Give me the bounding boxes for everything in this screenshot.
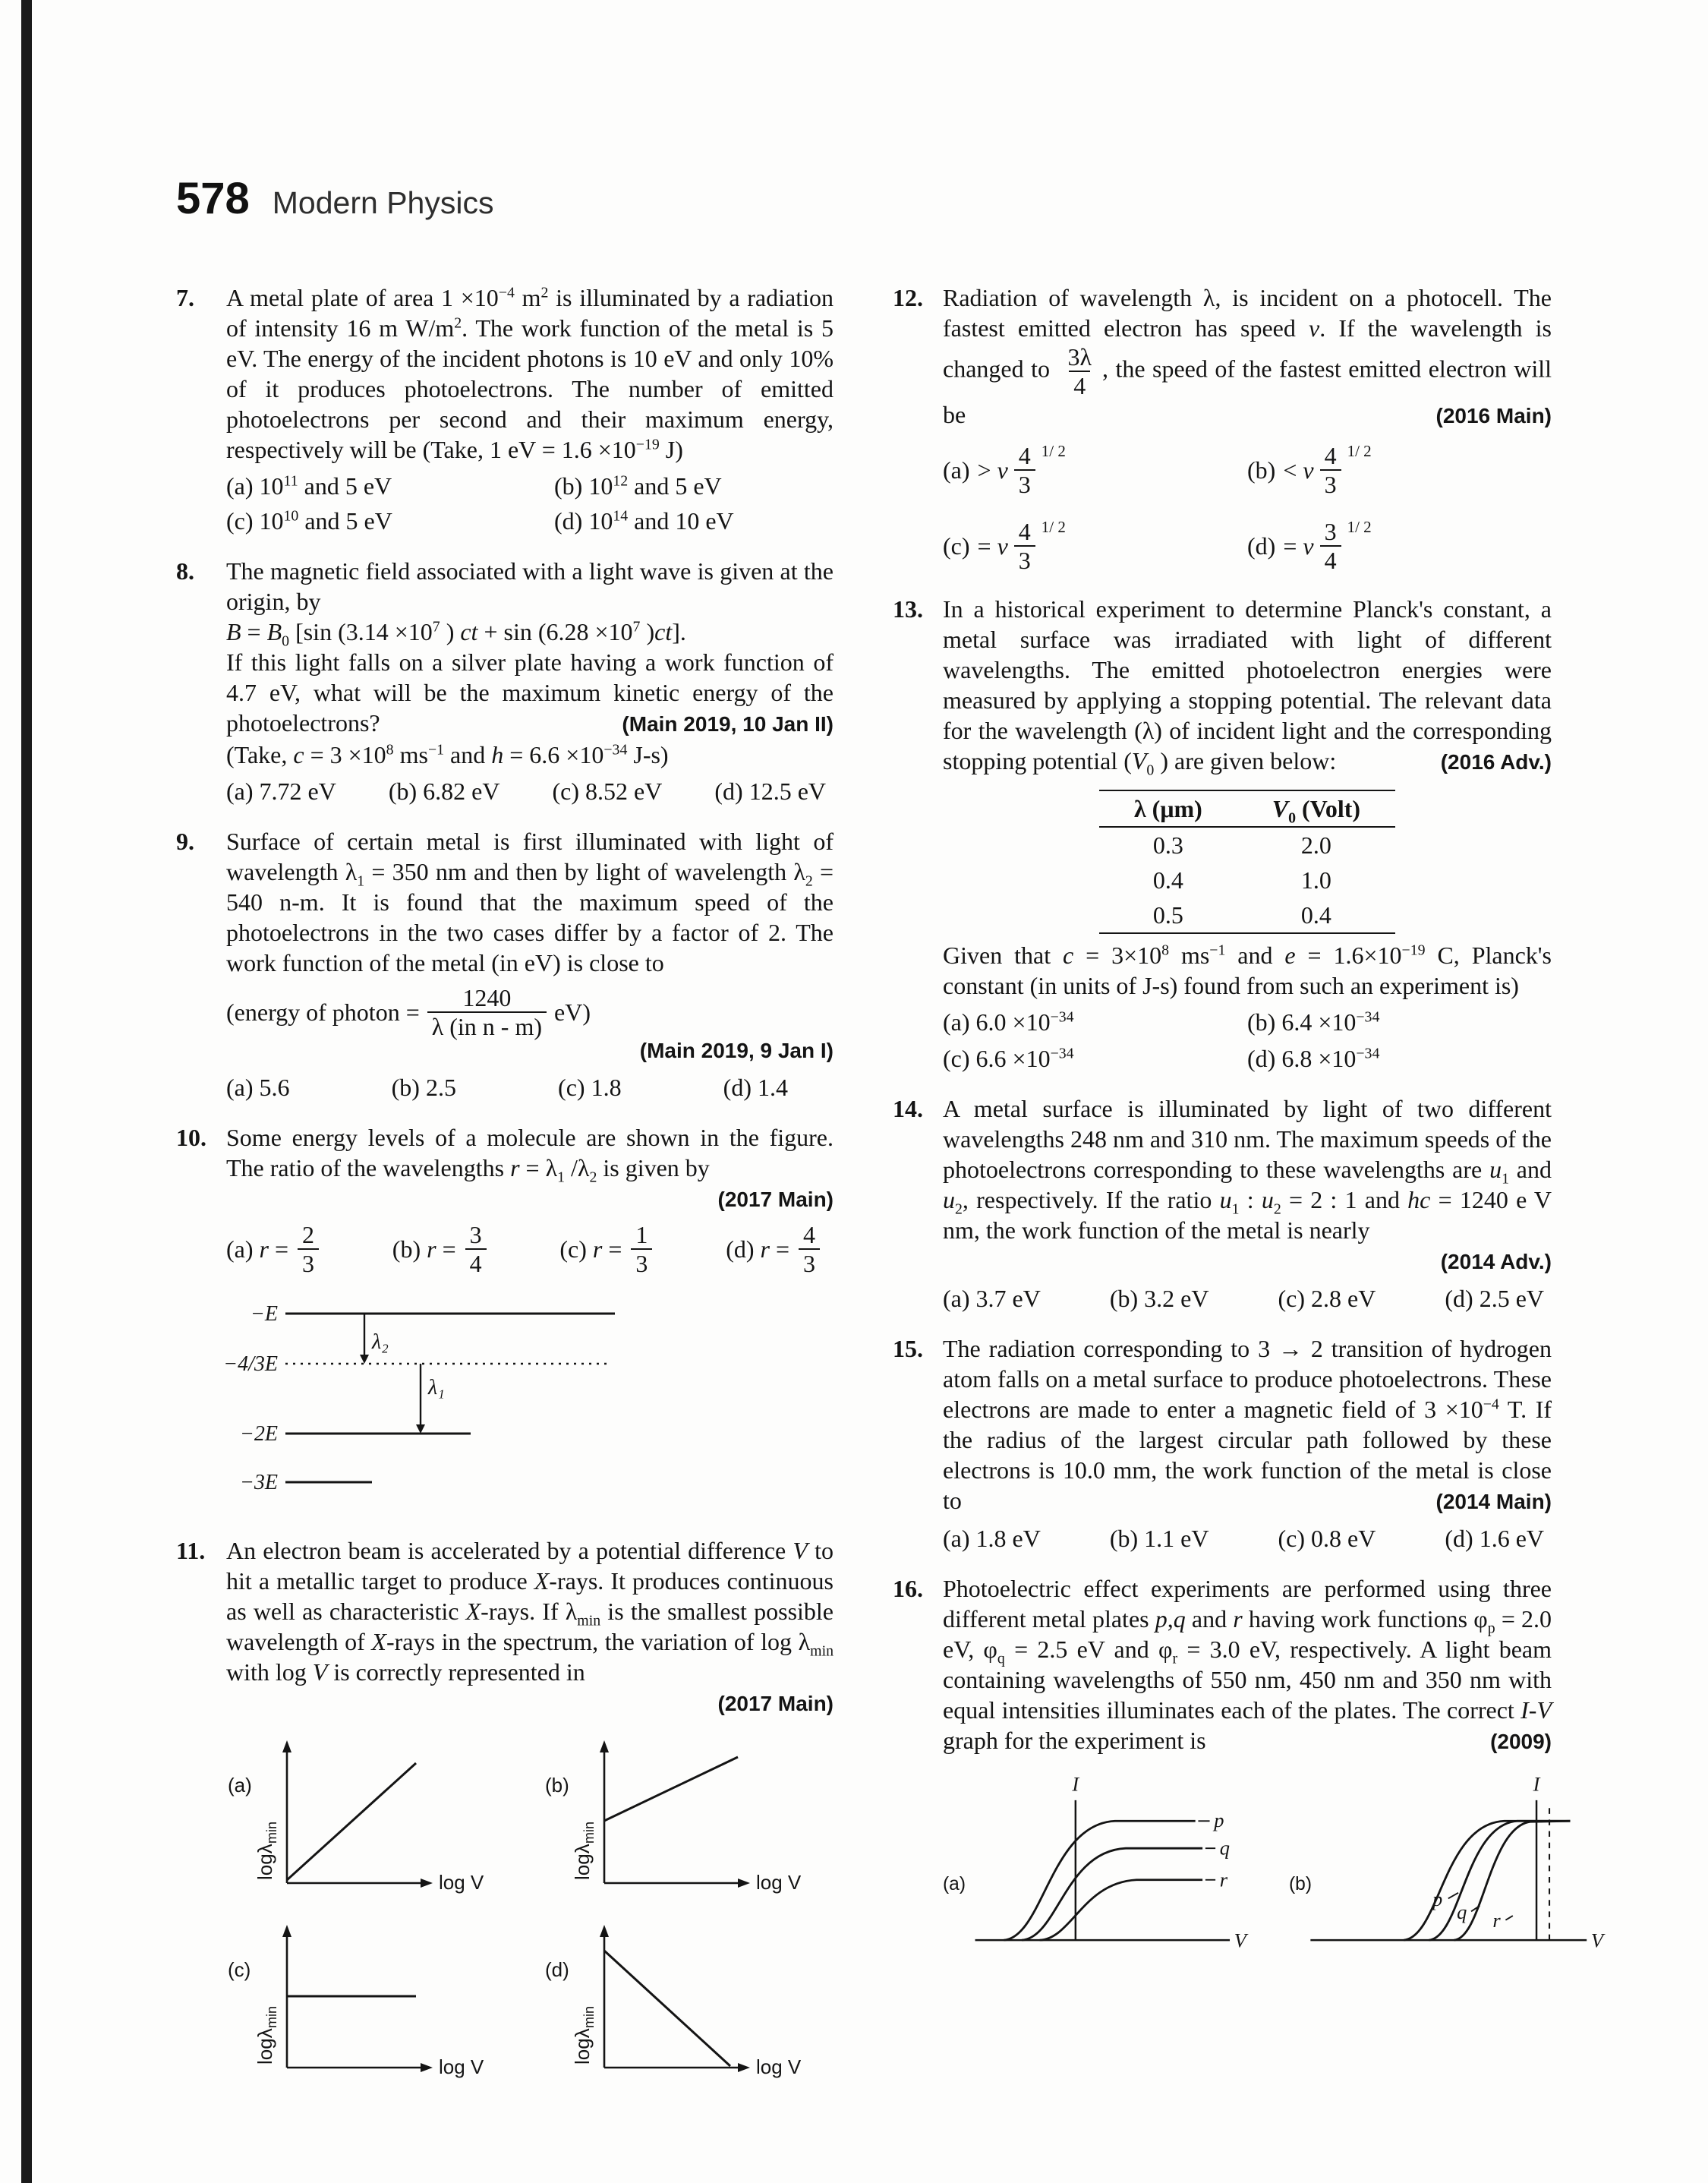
question-text: If this light falls on a silver plate having a work function of 4.7 eV, what will be the maximum kinetic energy of the photoelectrons? (226, 648, 834, 737)
option-d: (d) 1.4 (723, 1074, 788, 1101)
fraction-denominator: 3 (1320, 469, 1341, 498)
option-label: (a) (943, 456, 970, 484)
option-b: (b) 6.82 eV (388, 778, 500, 805)
options-grid (943, 1007, 1552, 1074)
fraction-denominator: 4 (465, 1248, 487, 1277)
question-text: Some energy levels of a molecule are shown in the figure. The ratio of the wavelengths $r = \lambda_1$ $/\lambda_2$ is given by (226, 1124, 834, 1186)
fraction-numerator: 1 (635, 1221, 648, 1248)
curve-label-q: q (1457, 1900, 1467, 1923)
graph-label-b: (b) (545, 1774, 569, 1797)
option-label: (c) (943, 532, 970, 560)
y-axis-label: logλ (254, 1844, 276, 1880)
given-values: (Take, $c = 3 \times 10^8$ $ms^{-1}$ and $h = 6.6 \times 10^{-34}$ J-s) (226, 741, 669, 768)
problem-15 (893, 1333, 1552, 1554)
option-d: (d) $6.8 \times 10^{-34}$ (1247, 1045, 1380, 1072)
y-axis-arrow (282, 1740, 291, 1752)
scan-edge-artifact (21, 0, 32, 2183)
y-axis-label: logλ (571, 2028, 594, 2065)
fraction-denominator: 3 (631, 1248, 652, 1277)
table-header-row (1099, 790, 1395, 827)
iv-graph-grid (943, 1768, 1604, 1973)
options-grid (943, 442, 1552, 574)
option-label: (a) r = (226, 1235, 289, 1263)
y-axis-label: logλ (571, 1844, 594, 1880)
table-header-voltage: $V_0$ (Volt) (1272, 795, 1361, 827)
level-label-minus-2e: −2E (240, 1422, 278, 1446)
option-label: (b) (1247, 456, 1276, 484)
curve-label-q: q (1219, 1836, 1231, 1860)
fraction-numerator: 4 (1324, 442, 1337, 469)
fraction (1014, 442, 1035, 498)
option-c: (c) 8.52 eV (552, 778, 663, 805)
exam-tag: (2016 Adv.) (1440, 750, 1552, 774)
question-text-part: , the speed of the fastest emitted electron will be (943, 355, 1552, 428)
x-axis-arrow (738, 2063, 750, 2072)
exam-tag-line (943, 399, 1552, 431)
stopping-potential-table (1099, 790, 1395, 934)
option-c: (c) 0.8 eV (1278, 1525, 1376, 1552)
problem-10 (176, 1122, 834, 1516)
x-axis-label: log V (756, 2055, 802, 2078)
level-label-minus-e: −E (251, 1302, 278, 1326)
option-label: (b) r = (392, 1235, 456, 1263)
curve-label-r: r (1492, 1909, 1501, 1932)
fraction-numerator: 3 (469, 1221, 482, 1248)
xray-graph-grid (226, 1731, 834, 2087)
lambda1-label: λ₁ (428, 1376, 445, 1399)
fraction-denominator: 3 (1014, 469, 1035, 498)
graph-label-c: (c) (228, 1958, 251, 1981)
graph-label-d: (d) (545, 1958, 569, 1981)
fraction (427, 984, 547, 1040)
fraction (1014, 518, 1035, 574)
xray-graph-d (544, 1916, 817, 2087)
xray-graph-a (226, 1731, 499, 1902)
y-axis-arrow (600, 1740, 609, 1752)
options-row (226, 1072, 834, 1103)
x-axis-label: log V (439, 2055, 484, 2078)
exam-tag: (Main 2019, 9 Jan I) (639, 1039, 834, 1062)
question-body (943, 594, 1552, 1074)
exam-tag-line (943, 1485, 1552, 1517)
option-a (943, 442, 1247, 498)
question-number: 14. (893, 1095, 923, 1122)
table-cell: 0.4 (1300, 901, 1331, 929)
question-text: The magnetic field associated with a light wave is given at the origin, by (226, 557, 834, 615)
x-axis-label: log V (756, 1871, 802, 1894)
question-body (943, 1093, 1552, 1314)
fraction (465, 1221, 487, 1277)
y-axis-label-sub: min (264, 2005, 279, 2028)
option-c: (c) 2.8 eV (1278, 1285, 1376, 1312)
question-text: The radiation corresponding to 3 → 2 transition of hydrogen atom falls on a metal surface to produce photoelectrons. These electrons are made to enter a magnetic field of $3 \times 10^{-4}$ T. If the radius of the largest circular path followed by these electrons is 10.0 mm, the work function of the metal is close to (943, 1335, 1552, 1514)
x-axis-arrow (421, 1879, 433, 1888)
option-c (559, 1221, 658, 1277)
option-a (226, 1221, 325, 1277)
option-d: (d) 2.5 eV (1445, 1285, 1544, 1312)
formula: $B = B_0$ [sin ($3.14 \times 10^7$ ) ct + $\sin (6.28 \times 10^7$ )ct]. (226, 618, 686, 650)
fraction-numerator: 4 (803, 1221, 815, 1248)
option-relation: < v (1283, 456, 1314, 484)
question-number: 11. (176, 1537, 206, 1564)
iv-graph-a (943, 1768, 1269, 1973)
option-b: (b) 2.5 (391, 1074, 456, 1101)
question-text: Surface of certain metal is first illuminated with light of wavelength $\lambda_1 = 350$ nm and then by light of wavelength $\lambda_2 = 540$ n-m. It is found that the maximum speed of the photoelectrons in the two cases differ by a factor of 2. The work function of the metal (in eV) is close to (226, 828, 834, 976)
option-label: (c) r = (559, 1235, 622, 1263)
option-relation: = v (1283, 532, 1314, 560)
option-relation: > v (977, 456, 1008, 484)
curve-q (1022, 1848, 1202, 1940)
question-body (226, 826, 834, 1103)
option-label: (d) r = (726, 1235, 789, 1263)
exam-tag: (2017 Main) (717, 1188, 834, 1211)
option-b (392, 1221, 493, 1277)
option-a: (a) 3.7 eV (943, 1285, 1041, 1312)
y-axis-label-sub: min (581, 1821, 597, 1844)
exam-tag-line (226, 1183, 834, 1215)
right-column (893, 282, 1604, 2106)
question-body (943, 1573, 1604, 1973)
table-row (1099, 863, 1395, 897)
data-line (604, 1757, 738, 1821)
problem-12 (893, 282, 1552, 574)
y-axis-arrow (282, 1925, 291, 1937)
fraction-denominator: 4 (1069, 371, 1090, 399)
question-body (943, 282, 1552, 574)
data-line (604, 1951, 730, 2066)
left-column (176, 282, 834, 2106)
fraction (1320, 442, 1341, 498)
question-number: 16. (893, 1575, 923, 1602)
i-axis-label: I (1533, 1772, 1540, 1796)
exponent: 1/ 2 (1347, 442, 1372, 460)
fraction-numerator: 1240 (462, 984, 512, 1011)
option-c (943, 518, 1247, 574)
data-line (287, 1763, 416, 1880)
option-d (726, 1221, 826, 1277)
table-row (1099, 827, 1395, 863)
exam-tag: (2017 Main) (717, 1692, 834, 1715)
question-number: 13. (893, 595, 923, 623)
exponent: 1/ 2 (1041, 442, 1066, 460)
option-b (1247, 442, 1552, 498)
question-body (226, 556, 834, 806)
option-b: (b) $6.4 \times 10^{-34}$ (1247, 1008, 1380, 1036)
chapter-title: Modern Physics (272, 185, 494, 220)
fraction (799, 1221, 820, 1277)
lambda2-label: λ₂ (372, 1330, 389, 1354)
xray-graph-c (226, 1916, 499, 2087)
problem-13 (893, 594, 1552, 1074)
curve-label-p: p (1432, 1887, 1443, 1910)
two-column-layout (176, 282, 1604, 2106)
exam-tag-line (226, 1687, 834, 1719)
table-header-wavelength: λ (μm) (1133, 795, 1202, 822)
fraction (298, 1221, 319, 1277)
question-body (223, 1122, 834, 1516)
exam-tag-line (943, 1245, 1552, 1277)
curve-label-p: p (1214, 1808, 1224, 1831)
options-row (943, 1523, 1552, 1554)
exam-tag: (Main 2019, 10 Jan II) (622, 712, 834, 736)
option-label: (d) (1247, 532, 1276, 560)
fraction-denominator: λ (in n - m) (427, 1011, 547, 1040)
option-c: (c) 1.8 (558, 1074, 622, 1101)
options-grid (226, 471, 834, 536)
exponent: 1/ 2 (1347, 518, 1372, 536)
fraction-denominator: 3 (1014, 545, 1035, 574)
option-b: (b) $10^{12}$ and 5 eV (554, 472, 722, 500)
exam-tag: (2016 Main) (1435, 404, 1552, 427)
photon-energy-formula (226, 984, 834, 1040)
question-text: A metal surface is illuminated by light of two different wavelengths 248 nm and 310 nm. The maximum speeds of the photoelectrons corresponding to these wavelengths are $u_1$ and $u_2$, respectively. If the ratio $u_1$ : $u_2 = 2$ : 1 and hc = 1240 e V nm, the work function of the metal is nearly (943, 1095, 1552, 1244)
exam-tag: (2009) (1490, 1730, 1552, 1753)
option-a: (a) 1.8 eV (943, 1525, 1041, 1552)
i-axis-label: I (1072, 1772, 1079, 1796)
fraction-denominator: 3 (799, 1248, 820, 1277)
x-axis-arrow (421, 2063, 433, 2072)
table-row (1099, 897, 1395, 933)
fraction-numerator: 2 (302, 1221, 315, 1248)
option-relation: = v (977, 532, 1008, 560)
energy-level-diagram (223, 1288, 636, 1516)
iv-graph-b (1289, 1768, 1615, 1973)
page-header (176, 173, 493, 224)
y-axis-arrow (600, 1925, 609, 1937)
curve-label-r: r (1219, 1868, 1228, 1891)
graph-label-a: (a) (943, 1873, 966, 1894)
option-d: (d) $10^{14}$ and 10 eV (554, 507, 734, 535)
v-axis-label: V (1590, 1929, 1604, 1952)
formula-suffix: eV) (554, 998, 591, 1026)
option-d (1247, 518, 1552, 574)
curve-r (1454, 1821, 1570, 1940)
graph-label-b: (b) (1289, 1873, 1313, 1894)
question-text-part: Radiation of wavelength λ, is incident on a photocell. The fastest emitted electron has speed v. If the wavelength is changed to (943, 284, 1552, 383)
arrowhead-lambda2 (360, 1355, 369, 1364)
table-cell: 0.5 (1152, 901, 1183, 929)
problem-14 (893, 1093, 1552, 1314)
option-a: (a) $6.0 \times 10^{-34}$ (943, 1008, 1074, 1036)
fraction-denominator: 3 (298, 1248, 319, 1277)
option-d: (d) 12.5 eV (714, 778, 826, 805)
question-text: In a historical experiment to determine Planck's constant, a metal surface was irradiated with light of different wavelengths. The emitted photoelectron energies were measured by applying a stopping potential. The relevant data for the wavelength (λ) of incident light and the corresponding stopping potential ($V_0$ ) are given below: (943, 595, 1552, 779)
option-c: (c) $10^{10}$ and 5 eV (226, 507, 392, 535)
page-number: 578 (176, 174, 250, 223)
question-text: Photoelectric effect experiments are performed using three different metal plates p,q and r having work functions $\varphi_p = 2.0$ eV, $\varphi_q = 2.5$ eV and $\varphi_r = 3.0$ eV, respectively. A light beam containing wavelengths of 550 nm, 450 nm and 350 nm with equal intensities illuminates each of the plates. The correct I-V graph for the experiment is (943, 1575, 1552, 1754)
question-number: 15. (893, 1335, 923, 1362)
graph-label-a: (a) (228, 1774, 252, 1797)
options-row (226, 776, 834, 806)
question-number: 7. (176, 284, 194, 311)
exam-tag: (2014 Main) (1435, 1490, 1552, 1513)
curve-r (1040, 1880, 1203, 1940)
y-axis-label-sub: min (264, 1821, 279, 1844)
table-cell: 2.0 (1300, 831, 1331, 859)
exam-tag: (2014 Adv.) (1440, 1250, 1552, 1273)
problem-11 (176, 1535, 834, 2087)
question-body (943, 1333, 1552, 1554)
fraction-numerator: 4 (1018, 518, 1031, 545)
table-cell: 0.3 (1152, 831, 1183, 859)
question-number: 12. (893, 284, 923, 311)
arrowhead-lambda1 (416, 1424, 425, 1434)
y-axis-label-sub: min (581, 2005, 597, 2028)
option-a: (a) 7.72 eV (226, 778, 336, 805)
question-body (226, 282, 834, 536)
question-number: 8. (176, 557, 194, 585)
options-row (226, 1221, 834, 1277)
question-number: 10. (176, 1124, 206, 1151)
figure-wrapper (223, 1288, 834, 1516)
fraction-denominator: 4 (1320, 545, 1341, 574)
fraction-numerator: 3λ (1067, 343, 1092, 371)
problem-16 (893, 1573, 1604, 1973)
question-body (226, 1535, 834, 2087)
option-a: (a) $10^{11}$ and 5 eV (226, 472, 392, 500)
fraction (1063, 343, 1096, 399)
fraction (631, 1221, 652, 1277)
question-number: 9. (176, 828, 194, 855)
table-cell: 1.0 (1300, 866, 1331, 894)
x-axis-arrow (738, 1879, 750, 1888)
problem-9 (176, 826, 834, 1103)
x-axis-label: log V (439, 1871, 484, 1894)
option-a: (a) 5.6 (226, 1074, 290, 1101)
level-label-minus-3e: −3E (240, 1471, 278, 1494)
question-text: An electron beam is accelerated by a potential difference V to hit a metallic target to produce X-rays. It produces continuous as well as characteristic X-rays. If $\lambda_{min}$ is the smallest possible wavelength of X-rays in the spectrum, the variation of $\log \lambda_{min}$ with log V is correctly represented in (226, 1537, 834, 1686)
xray-graph-b (544, 1731, 817, 1902)
formula-prefix: (energy of photon = (226, 998, 420, 1026)
options-row (943, 1283, 1552, 1314)
problem-8 (176, 556, 834, 806)
exponent: 1/ 2 (1041, 518, 1066, 536)
question-text: A metal plate of area $1 \times 10^{-4}$ $m^2$ is illuminated by a radiation of intensity 16 m $W/m^2$. The work function of the metal is 5 eV. The energy of the incident photons is 10 eV and only 10% of it produces photoelectrons. The number of emitted photoelectrons per second and their maximum energy, respectively will be (Take, 1 eV = $1.6 \times 10^{-19}$ J) (226, 284, 834, 463)
given-values: Given that $c = 3\times 10^8$ $ms^{-1}$ and $e = 1.6\times 10^{-19}$ C, Planck's constant (in units of J-s) found from such an experiment is) (943, 942, 1552, 999)
option-b: (b) 1.1 eV (1109, 1525, 1209, 1552)
fraction (1320, 518, 1341, 574)
option-b: (b) 3.2 eV (1109, 1285, 1209, 1312)
level-label-minus-4-3e: −4/3E (223, 1352, 278, 1376)
problem-7 (176, 282, 834, 536)
y-axis-label: logλ (254, 2028, 276, 2065)
option-d: (d) 1.6 eV (1445, 1525, 1544, 1552)
option-c: (c) $6.6 \times 10^{-34}$ (943, 1045, 1074, 1072)
table-cell: 0.4 (1152, 866, 1183, 894)
fraction-numerator: 3 (1324, 518, 1337, 545)
v-axis-label: V (1234, 1929, 1246, 1952)
fraction-numerator: 4 (1018, 442, 1031, 469)
